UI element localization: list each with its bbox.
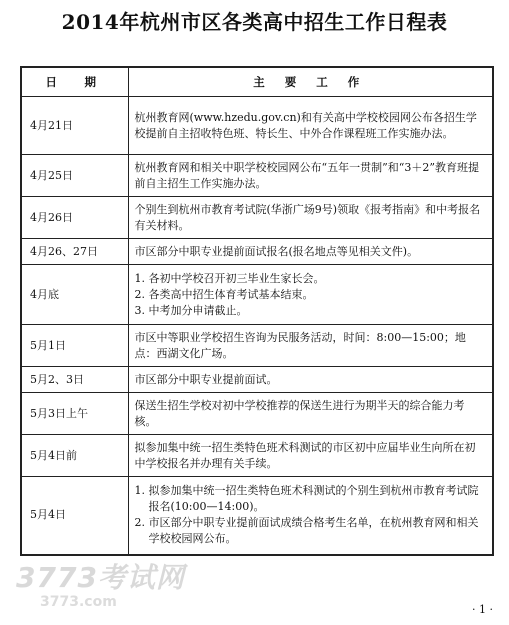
row-work: 拟参加集中统一招生类特色班术科测试的市区初中应届毕业生向所在初中学校报名并办理有关手续。 bbox=[128, 435, 493, 477]
row-work: 市区部分中职专业提前面试报名(报名地点等见相关文件)。 bbox=[128, 239, 493, 265]
row-work: 杭州教育网(www.hzedu.gov.cn)和有关高中学校校园网公布各招生学校提前自主招收特色班、特长生、中外合作课程班工作实施办法。 bbox=[128, 97, 493, 155]
row-work: 保送生招生学校对初中学校推荐的保送生进行为期半天的综合能力考核。 bbox=[128, 393, 493, 435]
header-work: 主 要 工 作 bbox=[128, 67, 493, 97]
row-date: 4月底 bbox=[21, 265, 128, 325]
table-row bbox=[21, 197, 493, 239]
table-row bbox=[21, 155, 493, 197]
row-work: 市区中等职业学校招生咨询为民服务活动，时间：8:00—15:00；地点：西湖文化广场。 bbox=[128, 325, 493, 367]
table-row bbox=[21, 367, 493, 393]
list-item: 2. 各类高中招生体育考试基本结束。 bbox=[134, 287, 314, 301]
row-date: 4月25日 bbox=[21, 155, 128, 197]
row-date: 5月2、3日 bbox=[21, 367, 128, 393]
row-date: 4月26、27日 bbox=[21, 239, 128, 265]
header-date: 日 期 bbox=[21, 67, 128, 97]
numbered-list bbox=[135, 483, 487, 547]
numbered-list bbox=[135, 271, 487, 319]
schedule-table bbox=[20, 66, 494, 556]
table-row bbox=[21, 325, 493, 367]
table-header-row bbox=[21, 67, 493, 97]
list-item: 1. 各初中学校召开初三毕业生家长会。 bbox=[134, 271, 325, 285]
table-row bbox=[21, 477, 493, 555]
list-item: 1. 拟参加集中统一招生类特色班术科测试的个别生到杭州市教育考试院报名(10:00—14:00)。 bbox=[134, 484, 479, 514]
table-row bbox=[21, 435, 493, 477]
row-work bbox=[128, 477, 493, 555]
table-row bbox=[21, 239, 493, 265]
row-date: 5月3日上午 bbox=[21, 393, 128, 435]
row-date: 5月1日 bbox=[21, 325, 128, 367]
table-row bbox=[21, 393, 493, 435]
row-work: 杭州教育网和相关中职学校校园网公布“五年一贯制”和“3＋2”教育班提前自主招生工作实施办法。 bbox=[128, 155, 493, 197]
document-title: 2014年杭州市区各类高中招生工作日程表 bbox=[61, 10, 448, 34]
watermark-url: 3773.com bbox=[40, 594, 117, 610]
row-work: 市区部分中职专业提前面试。 bbox=[128, 367, 493, 393]
row-date: 4月21日 bbox=[21, 97, 128, 155]
row-date: 4月26日 bbox=[21, 197, 128, 239]
row-date: 5月4日 bbox=[21, 477, 128, 555]
table-row bbox=[21, 265, 493, 325]
row-work bbox=[128, 265, 493, 325]
page-number: · 1 · bbox=[472, 603, 493, 616]
table-row bbox=[21, 97, 493, 155]
watermark-logo: 3773考试网 bbox=[16, 561, 185, 594]
list-item: 2. 市区部分中职专业提前面试成绩合格考生名单，在杭州教育网和相关学校校园网公布。 bbox=[134, 516, 479, 546]
list-item: 3. 中考加分申请截止。 bbox=[134, 303, 248, 317]
row-date: 5月4日前 bbox=[21, 435, 128, 477]
row-work: 个别生到杭州市教育考试院(华浙广场9号)领取《报考指南》和中考报名有关材料。 bbox=[128, 197, 493, 239]
